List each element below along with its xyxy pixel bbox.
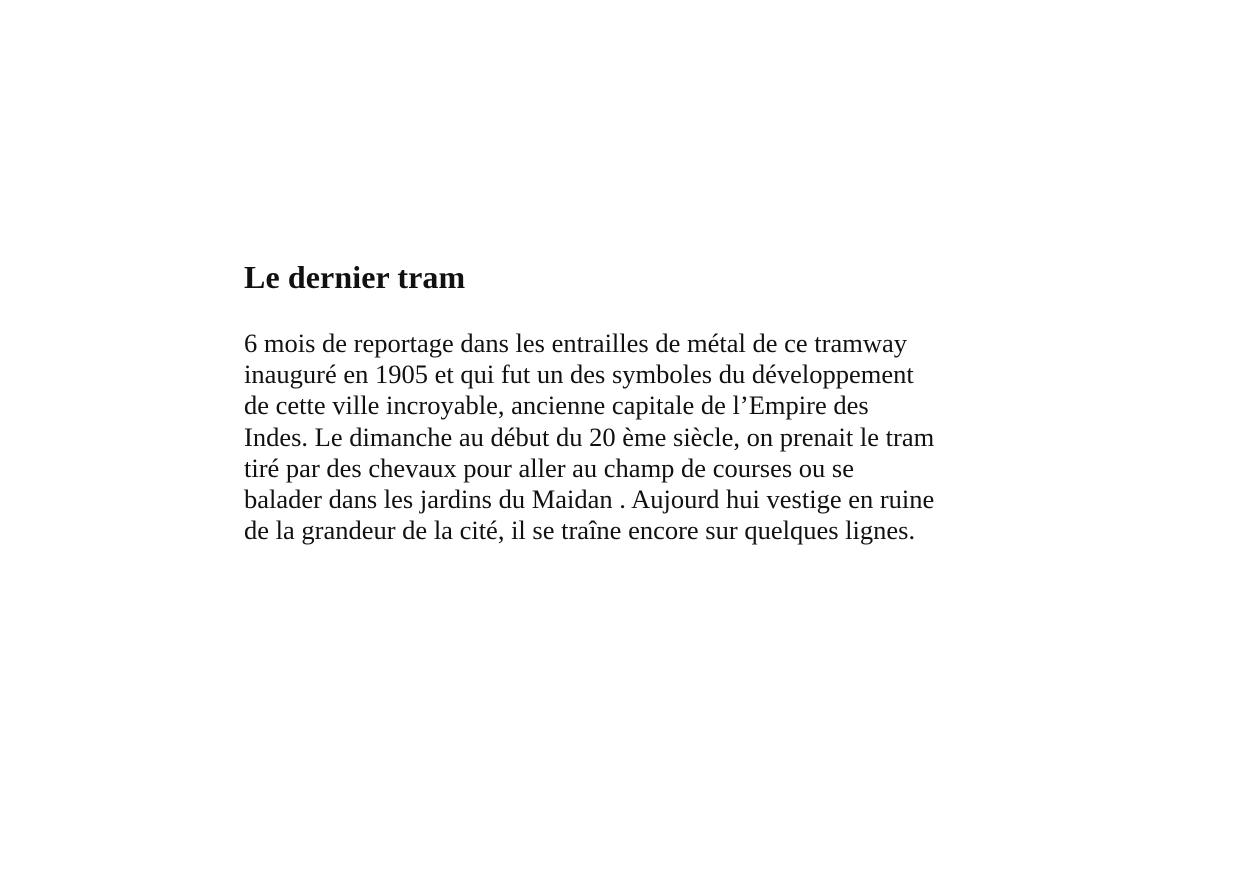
document-title: Le dernier tram — [244, 259, 466, 295]
paragraph-line: tiré par des chevaux pour aller au champ de courses ou se — [244, 452, 854, 483]
text-block — [244, 258, 1014, 546]
paragraph-line: de la grandeur de la cité, il se traîne encore sur quelques lignes. — [244, 515, 916, 546]
paragraph-line: inauguré en 1905 et qui fut un des symboles du développement — [244, 359, 914, 390]
body-paragraph — [244, 328, 1014, 546]
paragraph-line: balader dans les jardins du Maidan . Aujourd hui vestige en ruine — [244, 484, 935, 515]
paragraph-line: Indes. Le dimanche au début du 20 ème siècle, on prenait le tram — [244, 421, 935, 452]
paragraph-line: de cette ville incroyable, ancienne capitale de l’Empire des — [244, 390, 869, 421]
paragraph-line: 6 mois de reportage dans les entrailles de métal de ce tramway — [244, 328, 907, 358]
